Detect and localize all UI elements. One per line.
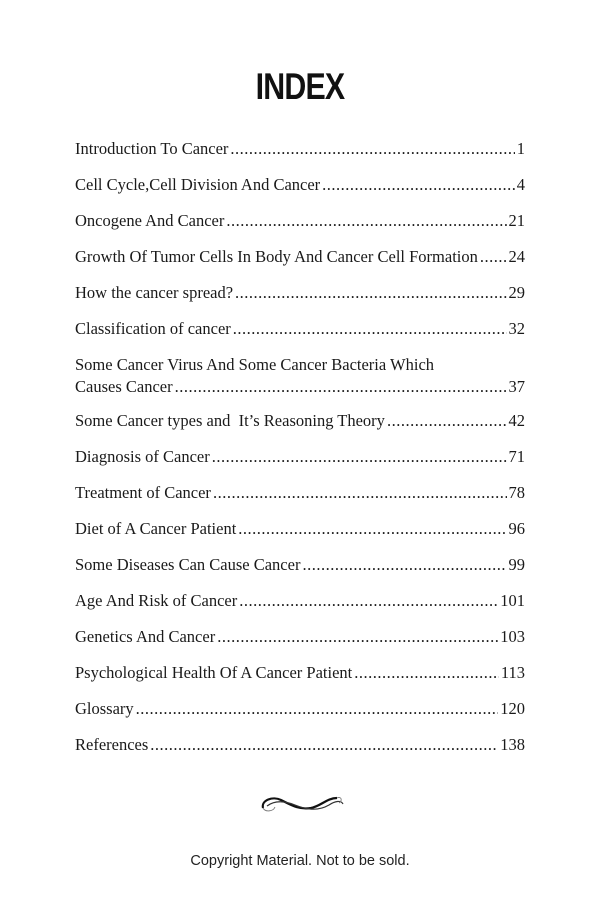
dot-leader [239, 590, 498, 612]
copyright-notice: Copyright Material. Not to be sold. [190, 853, 410, 869]
dot-leader [213, 482, 507, 504]
toc-entry-label: Classification of cancer [75, 319, 231, 338]
toc-entry-label-line1: Some Cancer Virus And Some Cancer Bacteria Which [75, 355, 435, 374]
toc-entry-page: 4 [516, 175, 525, 194]
toc-entry[interactable] [75, 174, 525, 210]
page-title: INDEX [255, 66, 345, 107]
toc-entry-label: Age And Risk of Cancer [75, 591, 238, 610]
toc-entry-label: Psychological Health Of A Cancer Patient [75, 663, 353, 682]
toc-entry-label: Growth Of Tumor Cells In Body And Cancer Cell Formation [75, 247, 478, 266]
toc-entry[interactable] [75, 354, 525, 410]
toc-entry-label: How the cancer spread? [75, 283, 234, 302]
dot-leader [136, 698, 499, 720]
toc-entry[interactable] [75, 138, 525, 174]
dot-leader [226, 210, 506, 232]
dot-leader [150, 734, 498, 756]
toc-entry[interactable] [75, 554, 525, 590]
toc-entry-page: 113 [500, 663, 525, 682]
toc-entry-label: Causes Cancer [75, 377, 173, 396]
toc-entry-page: 29 [508, 283, 525, 302]
toc-entry-page: 24 [508, 247, 525, 266]
toc-entry-page: 21 [508, 211, 525, 230]
toc-entry-page: 101 [500, 591, 525, 610]
toc-entry[interactable] [75, 246, 525, 282]
dot-leader [230, 138, 514, 160]
flourish-divider-icon [255, 788, 345, 818]
dot-leader [480, 246, 507, 268]
toc-entry-label: Diagnosis of Cancer [75, 447, 210, 466]
toc-entry[interactable] [75, 482, 525, 518]
toc-entry-page: 78 [508, 483, 525, 502]
toc-entry[interactable] [75, 626, 525, 662]
toc-entry-page: 32 [508, 319, 525, 338]
dot-leader [354, 662, 499, 684]
dot-leader [212, 446, 507, 468]
dot-leader [235, 282, 506, 304]
toc-entry-label: Diet of A Cancer Patient [75, 519, 237, 538]
toc-entry[interactable] [75, 662, 525, 698]
toc-entry[interactable] [75, 446, 525, 482]
toc-entry[interactable] [75, 518, 525, 554]
toc-entry-page: 99 [508, 555, 525, 574]
toc-entry-label: Genetics And Cancer [75, 627, 216, 646]
toc-entry-page: 42 [508, 411, 525, 430]
toc-entry-page: 103 [500, 627, 525, 646]
table-of-contents [75, 138, 525, 770]
toc-entry-label: Some Diseases Can Cause Cancer [75, 555, 301, 574]
toc-entry[interactable] [75, 210, 525, 246]
dot-leader [302, 554, 506, 576]
toc-entry[interactable] [75, 282, 525, 318]
toc-entry-label: Oncogene And Cancer [75, 211, 225, 230]
toc-entry[interactable] [75, 318, 525, 354]
dot-leader [322, 174, 515, 196]
dot-leader [217, 626, 498, 648]
toc-entry-label: Introduction To Cancer [75, 139, 229, 158]
toc-entry[interactable] [75, 590, 525, 626]
toc-entry-page: 138 [500, 735, 525, 754]
toc-entry-page: 37 [508, 377, 525, 396]
toc-entry[interactable] [75, 698, 525, 734]
toc-entry-label: Cell Cycle,Cell Division And Cancer [75, 175, 321, 194]
toc-entry-label: Treatment of Cancer [75, 483, 211, 502]
toc-entry-page: 71 [508, 447, 525, 466]
toc-entry-label: Some Cancer types and It’s Reasoning Theory [75, 411, 385, 430]
dot-leader [233, 318, 507, 340]
dot-leader [387, 410, 507, 432]
toc-entry[interactable] [75, 734, 525, 770]
toc-entry-label: References [75, 735, 149, 754]
toc-entry-page: 96 [508, 519, 525, 538]
dot-leader [175, 376, 507, 398]
toc-entry-page: 1 [516, 139, 525, 158]
toc-entry[interactable] [75, 410, 525, 446]
toc-entry-page: 120 [500, 699, 525, 718]
dot-leader [238, 518, 506, 540]
toc-entry-label: Glossary [75, 699, 134, 718]
